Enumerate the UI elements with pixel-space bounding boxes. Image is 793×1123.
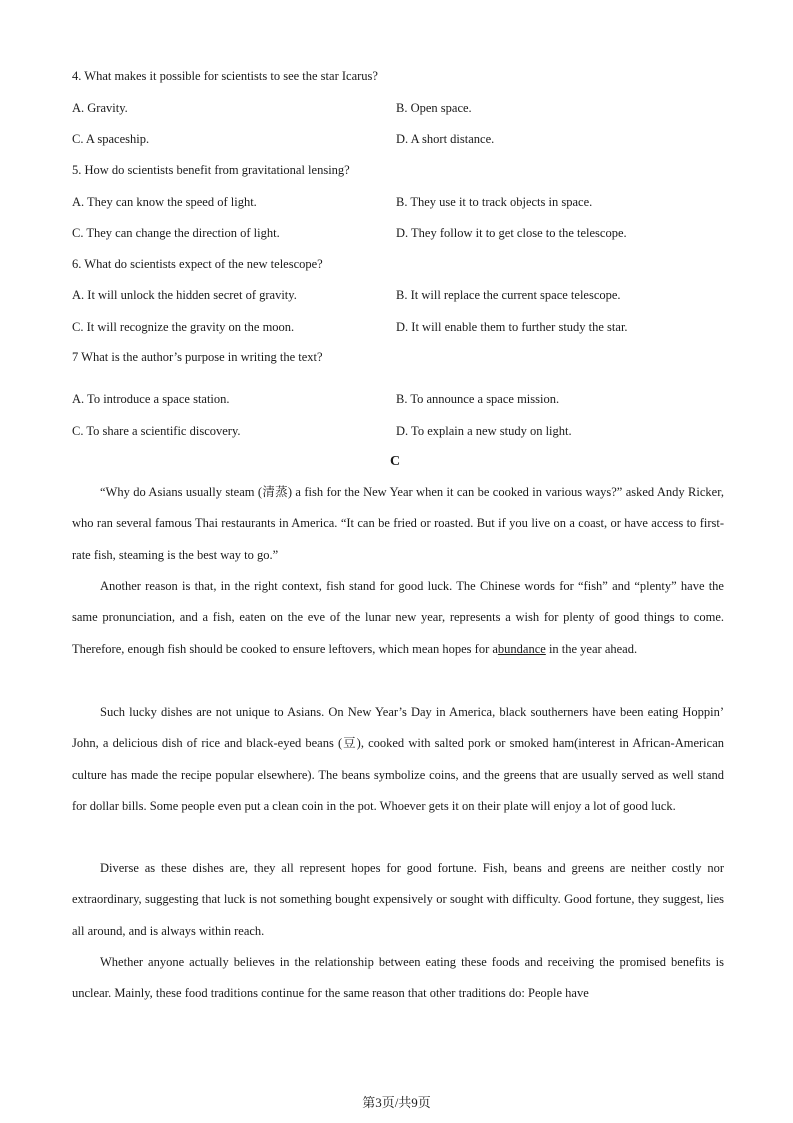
- question-6-option-a: A. It will unlock the hidden secret of gravity.: [72, 288, 297, 302]
- question-5-option-c: C. They can change the direction of light.: [72, 226, 280, 240]
- section-heading: C: [390, 454, 401, 469]
- paragraph-text: Diverse as these dishes are, they all represent hopes for good fortune. Fish, beans and greens are neither costly nor extraordinary, suggesting that luck is not something bought expensively or sought with difficulty. Good fortune, they suggest, lies all around, and is always within reach.: [72, 861, 724, 938]
- question-6-option-d: D. It will enable them to further study the star.: [396, 320, 628, 334]
- passage-paragraph-1: [72, 477, 724, 571]
- question-4-option-a: A. Gravity.: [72, 101, 128, 115]
- question-5-stem: 5. How do scientists benefit from gravitational lensing?: [72, 163, 350, 177]
- question-7-option-a: A. To introduce a space station.: [72, 392, 230, 406]
- passage-paragraph-3: [72, 697, 724, 822]
- paragraph-text: Such lucky dishes are not unique to Asians. On New Year’s Day in America, black southerners have been eating Hoppin’ John, a delicious dish of rice and black-eyed beans (豆), cooked with salted pork or smoked ham(interest in African-American culture has made the recipe popular elsewhere). The beans symbolize coins, and the greens that are usually served as well stand for dollar bills. Some people even put a clean coin in the pot. Whoever gets it on their plate will enjoy a lot of good luck.: [72, 705, 724, 813]
- question-7-option-b: B. To announce a space mission.: [396, 392, 560, 406]
- underlined-word: bundance: [497, 641, 546, 656]
- question-6-option-b: B. It will replace the current space telescope.: [396, 288, 621, 302]
- paragraph-text: “Why do Asians usually steam (清蒸) a fish for the New Year when it can be cooked in various ways?” asked Andy Ricker, who ran several famous Thai restaurants in America. “It can be fried or roasted. But if you live on a coast, or have access to first-rate fish, steaming is the best way to go.”: [72, 485, 724, 562]
- page-number: 第3页/共9页: [362, 1095, 431, 1110]
- question-6-option-c: C. It will recognize the gravity on the moon.: [72, 320, 295, 334]
- paragraph-text: Whether anyone actually believes in the relationship between eating these foods and receiving the promised benefits is unclear. Mainly, these food traditions continue for the same reason that other traditions do: People have: [72, 955, 724, 1001]
- question-7-stem: 7 What is the author’s purpose in writing the text?: [72, 350, 323, 364]
- question-7-option-d: D. To explain a new study on light.: [396, 424, 572, 438]
- passage-paragraph-5: [72, 947, 724, 1010]
- question-6-stem: 6. What do scientists expect of the new telescope?: [72, 257, 323, 271]
- question-4-option-b: B. Open space.: [396, 101, 472, 115]
- question-4-stem: 4. What makes it possible for scientists to see the star Icarus?: [72, 69, 378, 83]
- question-5-option-a: A. They can know the speed of light.: [72, 195, 257, 209]
- question-4-option-d: D. A short distance.: [396, 132, 495, 146]
- question-5-option-b: B. They use it to track objects in space.: [396, 195, 593, 209]
- paragraph-text-part: in the year ahead.: [545, 641, 638, 656]
- question-7-option-c: C. To share a scientific discovery.: [72, 424, 241, 438]
- question-4-option-c: C. A spaceship.: [72, 132, 150, 146]
- question-5-option-d: D. They follow it to get close to the telescope.: [396, 226, 627, 240]
- paragraph-text: [72, 571, 724, 665]
- paragraph-text-part: Another reason is that, in the right context, fish stand for good luck. The Chinese words for “fish” and “plenty” have the same pronunciation, and a fish, eaten on the eve of the lunar new year, represents a wish for plenty of good things to come. Therefore, enough fish should be cooked to ensure leftovers, which mean hopes for a: [72, 579, 724, 656]
- passage-paragraph-4: [72, 853, 724, 947]
- passage-paragraph-2: [72, 571, 724, 665]
